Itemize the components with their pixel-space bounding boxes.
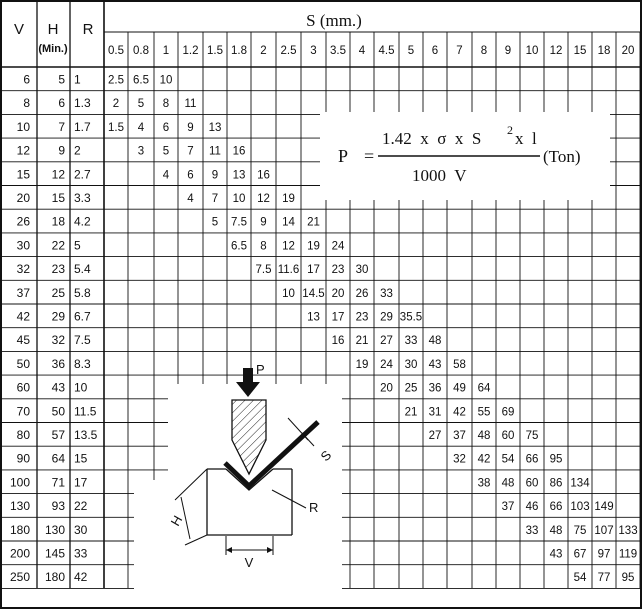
r-value: 7.5 [74, 333, 91, 348]
tonnage-value: 5 [137, 98, 145, 111]
r-value: 13.5 [74, 428, 98, 442]
s-value-header: 20 [621, 45, 635, 57]
h-value: 180 [44, 570, 65, 585]
v-value: 8 [23, 96, 30, 111]
tonnage-value: 42 [477, 453, 491, 466]
tonnage-value: 33 [404, 335, 418, 348]
r-value: 15 [74, 451, 88, 466]
v-value: 80 [16, 428, 30, 442]
tonnage-value: 19 [282, 193, 295, 205]
s-value-header: 10 [525, 45, 539, 57]
v-value: 26 [16, 214, 30, 229]
tonnage-value: 30 [355, 264, 369, 277]
tonnage-value: 16 [257, 169, 270, 182]
tonnage-value: 11 [209, 145, 221, 158]
s-value-header: 3 [310, 45, 317, 57]
tonnage-value: 24 [380, 358, 393, 371]
label-h: H [167, 512, 186, 529]
h-value: 93 [51, 499, 65, 514]
tonnage-value: 23 [331, 264, 345, 277]
tonnage-value: 66 [549, 501, 563, 514]
tonnage-value: 64 [477, 382, 491, 395]
tonnage-value: 23 [355, 311, 369, 324]
tonnage-value: 2 [112, 98, 120, 111]
tonnage-value: 6.5 [231, 240, 247, 253]
tonnage-value: 48 [477, 430, 491, 442]
tonnage-value: 10 [282, 287, 295, 300]
tonnage-value: 5 [162, 145, 170, 158]
tonnage-value: 60 [501, 430, 515, 442]
tonnage-value: 19 [355, 358, 369, 371]
tonnage-value: 32 [453, 453, 466, 466]
tonnage-value: 69 [501, 406, 515, 419]
tonnage-value: 43 [428, 358, 442, 371]
tonnage-value: 97 [597, 548, 611, 561]
r-value: 1.7 [74, 119, 91, 134]
tonnage-value: 3 [137, 145, 145, 158]
v-value: 42 [16, 309, 30, 324]
v-value: 90 [16, 451, 30, 466]
r-value: 30 [74, 522, 88, 537]
h-value: 36 [51, 356, 65, 371]
tonnage-value: 13 [208, 121, 222, 134]
v-value: 37 [16, 285, 30, 300]
tonnage-value: 66 [525, 453, 539, 466]
h-value: 22 [51, 238, 65, 253]
s-value-header: 15 [573, 45, 587, 57]
tonnage-value: 11 [184, 98, 197, 111]
tonnage-value: 149 [594, 501, 614, 514]
tonnage-value: 20 [380, 382, 393, 395]
s-value-header: 7 [456, 45, 463, 57]
r-value: 5.4 [74, 262, 91, 277]
press-brake-diagram [134, 362, 342, 595]
tonnage-value: 20 [331, 287, 345, 300]
formula-exponent: 2 [507, 123, 513, 137]
tonnage-value: 95 [549, 453, 563, 466]
s-value-header: 2.5 [280, 45, 297, 57]
tonnage-value: 9 [260, 216, 267, 229]
tonnage-value: 46 [525, 501, 539, 514]
tonnage-value: 42 [453, 406, 466, 419]
h-value: 43 [51, 380, 65, 395]
s-value-header: 1.2 [182, 45, 199, 57]
tonnage-value: 11.6 [277, 264, 300, 277]
tonnage-value: 86 [549, 477, 563, 490]
tonnage-value: 13 [232, 169, 246, 182]
tonnage-value: 33 [380, 287, 393, 300]
tonnage-value: 4 [162, 169, 170, 182]
s-value-header: 1 [162, 45, 170, 57]
tonnage-value: 10 [232, 193, 246, 205]
h-value: 9 [58, 143, 65, 158]
tonnage-value: 103 [570, 501, 590, 514]
tonnage-value: 5 [211, 216, 219, 229]
v-value: 70 [16, 404, 30, 419]
h-value: 145 [44, 546, 65, 561]
s-value-header: 8 [480, 45, 488, 57]
label-r: R [309, 500, 319, 515]
tonnage-value: 48 [428, 335, 442, 348]
r-value: 6.7 [74, 309, 91, 324]
v-value: 200 [9, 546, 30, 561]
s-value-header: 1.8 [231, 45, 247, 57]
tonnage-value: 7.5 [255, 264, 272, 277]
tonnage-value: 36 [428, 382, 442, 395]
tonnage-value: 6 [187, 169, 194, 182]
tonnage-value: 16 [232, 145, 246, 158]
r-value: 8.3 [74, 356, 91, 371]
h-value: 57 [51, 428, 65, 442]
tonnage-value: 48 [549, 524, 563, 537]
tonnage-value: 14 [282, 216, 295, 229]
tonnage-value: 27 [380, 335, 393, 348]
r-value: 22 [74, 499, 88, 514]
r-column-header: R [82, 21, 94, 38]
r-value: 10 [74, 380, 88, 395]
h-value: 18 [51, 214, 65, 229]
r-value: 2.7 [74, 167, 91, 182]
r-value: 17 [74, 475, 88, 490]
tonnage-value: 60 [525, 477, 539, 490]
tonnage-value: 7 [211, 193, 219, 205]
tonnage-value: 37 [453, 430, 466, 442]
r-value: 1 [74, 72, 81, 87]
tonnage-value: 55 [477, 406, 491, 419]
tonnage-value: 24 [331, 240, 345, 253]
tonnage-value: 49 [453, 382, 466, 395]
tonnage-value: 134 [570, 477, 590, 490]
r-value: 2 [74, 143, 81, 158]
r-value: 3.3 [74, 191, 91, 205]
tonnage-value: 6 [162, 121, 170, 134]
v-value: 250 [9, 570, 30, 585]
tonnage-value: 16 [331, 335, 345, 348]
h-value: 25 [51, 285, 65, 300]
s-value-header: 18 [597, 45, 611, 57]
s-thickness-header: S (mm.) [306, 11, 362, 30]
r-value: 11.5 [74, 404, 97, 419]
s-value-header: 0.5 [108, 45, 124, 57]
tonnage-value: 21 [307, 216, 320, 229]
h-column-header: H [47, 21, 59, 38]
v-value: 130 [9, 499, 30, 514]
v-value: 100 [9, 475, 30, 490]
tonnage-value: 54 [501, 453, 515, 466]
tonnage-value: 17 [331, 311, 345, 324]
formula-unit: (Ton) [543, 147, 581, 166]
s-value-header: 5 [407, 45, 415, 57]
formula-equals: = [364, 146, 375, 166]
r-value: 1.3 [74, 96, 91, 111]
s-value-header: 9 [504, 45, 512, 57]
v-value: 30 [16, 238, 30, 253]
v-value: 32 [16, 262, 30, 277]
tonnage-value: 95 [621, 572, 635, 585]
tonnage-value: 27 [428, 430, 442, 442]
s-value-header: 3.5 [330, 45, 346, 57]
tonnage-value: 38 [477, 477, 491, 490]
label-p: P [256, 362, 265, 377]
tonnage-value: 1.5 [108, 121, 124, 134]
tonnage-value: 48 [501, 477, 515, 490]
tonnage-value: 8 [162, 98, 170, 111]
h-value: 7 [58, 119, 65, 134]
v-value: 15 [16, 167, 30, 182]
tonnage-value: 107 [594, 524, 614, 537]
tonnage-value: 12 [282, 240, 295, 253]
tonnage-value: 43 [549, 548, 563, 561]
h-column-subheader: (Min.) [38, 43, 68, 55]
bending-force-formula [320, 112, 610, 200]
r-value: 5.8 [74, 285, 91, 300]
r-value: 42 [74, 570, 88, 585]
formula-numerator-a: 1.42 x σ x S [382, 129, 482, 148]
r-value: 5 [74, 238, 81, 253]
s-value-header: 12 [549, 45, 563, 57]
tonnage-value: 25 [404, 382, 418, 395]
label-v: V [244, 555, 254, 570]
s-value-header: 6 [431, 45, 439, 57]
tonnage-value: 37 [501, 501, 515, 514]
tonnage-value: 4 [187, 193, 194, 205]
tonnage-value: 30 [404, 358, 418, 371]
tonnage-value: 33 [525, 524, 539, 537]
s-value-header: 0.8 [133, 45, 149, 57]
h-value: 64 [51, 451, 65, 466]
tonnage-value: 19 [307, 240, 320, 253]
r-value: 33 [74, 546, 88, 561]
v-column-header: V [13, 21, 25, 38]
s-value-header: 1.5 [207, 45, 223, 57]
tonnage-value: 9 [187, 121, 194, 134]
h-value: 32 [51, 333, 65, 348]
tonnage-value: 7 [187, 145, 194, 158]
formula-numerator-b: x l [515, 129, 537, 148]
r-value: 4.2 [74, 214, 91, 229]
tonnage-value: 8 [260, 240, 267, 253]
v-value: 10 [16, 119, 30, 134]
label-s: S [317, 447, 335, 465]
tonnage-value: 6.5 [133, 74, 149, 87]
tonnage-value: 13 [307, 311, 320, 324]
v-value: 60 [16, 380, 30, 395]
tonnage-value: 29 [380, 311, 393, 324]
tonnage-value: 21 [404, 406, 418, 419]
tonnage-value: 119 [618, 548, 638, 561]
s-value-header: 4.5 [378, 45, 395, 57]
tonnage-value: 75 [573, 524, 587, 537]
formula-p: P [338, 146, 349, 166]
tonnage-value: 75 [525, 430, 539, 442]
s-value-header: 2 [260, 45, 267, 57]
h-value: 29 [51, 309, 65, 324]
tonnage-value: 31 [428, 406, 442, 419]
tonnage-value: 10 [159, 74, 173, 87]
s-value-header: 4 [358, 45, 366, 57]
tonnage-value: 2.5 [108, 74, 124, 87]
v-value: 12 [16, 143, 30, 158]
tonnage-value: 67 [573, 548, 587, 561]
h-value: 71 [51, 475, 65, 490]
tonnage-value: 17 [307, 264, 320, 277]
h-value: 6 [58, 96, 65, 111]
tonnage-value: 58 [453, 358, 466, 371]
tonnage-value: 21 [355, 335, 369, 348]
tonnage-value: 35.5 [399, 311, 423, 324]
tonnage-value: 14.5 [302, 287, 325, 300]
tonnage-value: 54 [573, 572, 587, 585]
v-value: 45 [16, 333, 30, 348]
h-value: 130 [44, 522, 65, 537]
tonnage-value: 12 [257, 193, 270, 205]
h-value: 23 [51, 262, 65, 277]
h-value: 50 [51, 404, 65, 419]
h-value: 5 [58, 72, 65, 87]
h-value: 15 [51, 191, 65, 205]
formula-denominator: 1000 V [412, 166, 467, 185]
v-value: 20 [16, 191, 30, 205]
tonnage-value: 133 [618, 524, 638, 537]
tonnage-value: 26 [355, 287, 369, 300]
tonnage-value: 7.5 [231, 216, 247, 229]
v-value: 6 [23, 72, 30, 87]
h-value: 12 [51, 167, 65, 182]
tonnage-value: 77 [597, 572, 611, 585]
tonnage-value: 9 [211, 169, 219, 182]
tonnage-value: 4 [137, 121, 145, 134]
v-value: 50 [16, 356, 30, 371]
v-value: 180 [9, 522, 30, 537]
